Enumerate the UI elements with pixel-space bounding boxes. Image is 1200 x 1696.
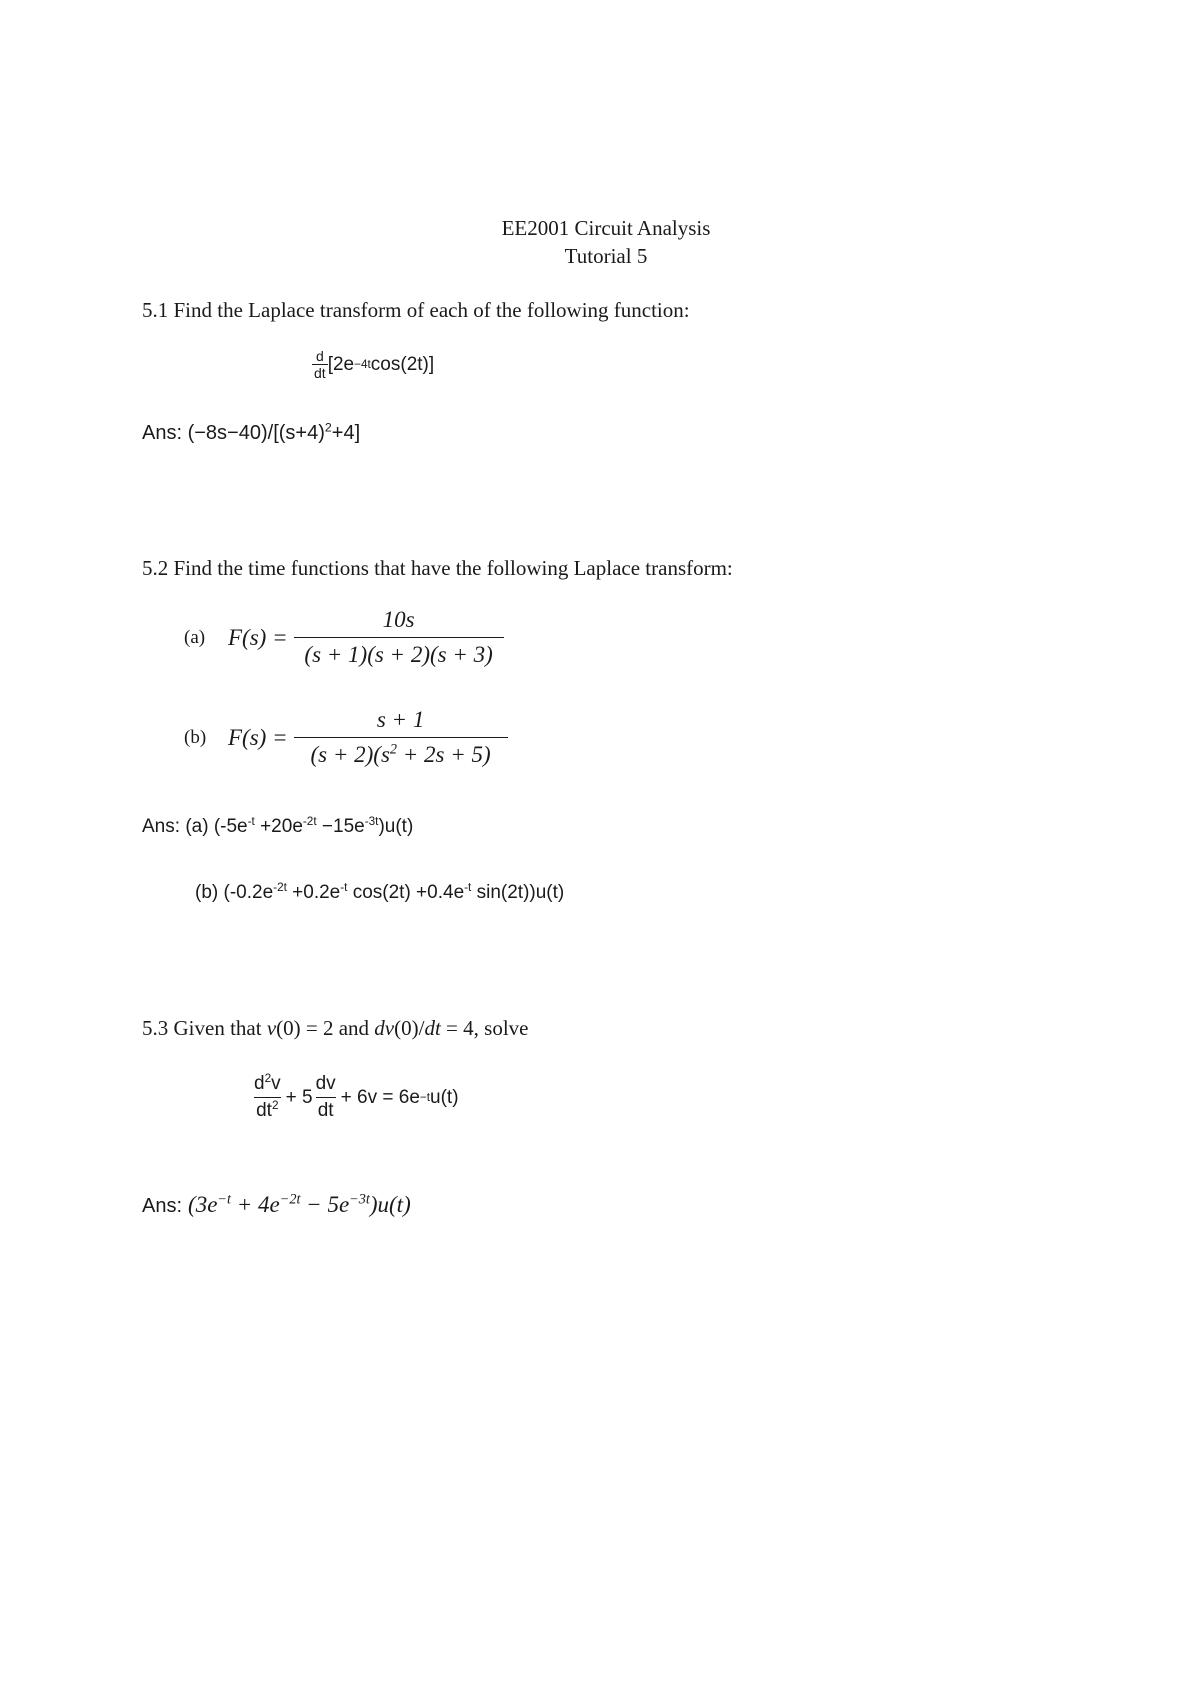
q1-derivative-fraction	[312, 348, 328, 381]
q3-first-derivative	[314, 1073, 338, 1122]
q1-answer	[142, 422, 360, 445]
q2-b-fraction	[294, 707, 508, 768]
q2-answer-a-term2: +20e	[254, 816, 303, 837]
q2-answer-a-term3: −15e	[316, 816, 365, 837]
course-title: EE2001 Circuit Analysis	[501, 216, 711, 240]
q3-answer-term2: + 4e	[230, 1192, 280, 1217]
q3-answer-term3: − 5e	[300, 1192, 350, 1217]
q2-answer-b-exp2: -t	[340, 880, 348, 894]
q2-answer-a-label: (a)	[185, 816, 209, 837]
q3-answer-label: Ans:	[142, 1195, 183, 1217]
q2-answer-a-tail: )u(t)	[378, 816, 414, 837]
q3-d-exp: 2	[264, 1071, 272, 1085]
q2-answer-b	[195, 882, 564, 904]
q2-answer-label: Ans:	[142, 816, 181, 837]
q3-prompt-pre: 5.3 Given that	[142, 1016, 267, 1040]
q3-v: v	[271, 1073, 281, 1094]
q3-answer-expr	[188, 1192, 411, 1217]
q3-prompt-mid1: (0) = 2 and	[276, 1016, 375, 1040]
q2-answer-b-term1: (-0.2e	[223, 882, 274, 903]
q3-answer	[142, 1192, 411, 1218]
q3-dt-first: dt	[316, 1097, 336, 1122]
q3-answer-tail: )u(t)	[369, 1192, 411, 1217]
q3-prompt-post: = 4, solve	[440, 1016, 529, 1040]
q3-dt-exp: 2	[271, 1098, 279, 1112]
q3-prompt	[142, 1016, 528, 1041]
q2-answer-a	[142, 816, 413, 838]
q2-b-den-pre: (s + 2)(s	[310, 742, 390, 767]
q2-answer-b-label: (b)	[195, 882, 219, 903]
q2-b-denominator	[294, 737, 508, 768]
q2-answer-a-exp3: -3t	[364, 814, 379, 828]
q3-dv: dv	[315, 1073, 336, 1094]
tutorial-title: Tutorial 5	[564, 244, 648, 268]
q3-prompt-dv: dv	[374, 1016, 395, 1040]
q1-answer-exponent: 2	[324, 420, 332, 435]
q2-b-numerator: s + 1	[376, 707, 425, 732]
q1-answer-main: (−8s−40)/[(s+4)	[187, 422, 325, 444]
q2-answer-b-term3: cos(2t) +0.4e	[347, 882, 465, 903]
q3-prompt-mid2: (0)/	[394, 1016, 425, 1040]
q2-b-den-post: + 2s + 5)	[397, 742, 491, 767]
q3-eq-tail-end: u(t)	[430, 1086, 459, 1108]
q1-prompt: 5.1 Find the Laplace transform of each of the following function:	[142, 298, 690, 322]
q2-prompt: 5.2 Find the time functions that have the following Laplace transform:	[142, 556, 733, 580]
q2-answer-a-exp2: -2t	[302, 814, 317, 828]
q2-b-den-exponent: 2	[389, 741, 398, 758]
q1-eq-close: cos(2t)]	[370, 353, 435, 375]
q3-equation: $\frac{d^2v}{dt^2}$ + 5 $\frac{dv}{dt}$ + 6v = 6e −t u(t)	[254, 1071, 459, 1121]
q3-plus5: + 5	[285, 1086, 313, 1108]
q3-prompt-v: v	[266, 1016, 277, 1040]
q3-answer-term1: (3e	[188, 1192, 218, 1217]
q2-part-a	[184, 607, 504, 668]
q2-answer-b-tail: sin(2t))u(t)	[471, 882, 565, 903]
q1-d: d	[315, 348, 324, 364]
q3-prompt-dt: dt	[424, 1016, 441, 1040]
q1-equation: $\frac{d}{dt}$ [2e −4t cos(2t)]	[314, 348, 435, 381]
q2-answer-b-term2: +0.2e	[286, 882, 341, 903]
q1-dt: dt	[314, 365, 326, 381]
q3-d2v	[252, 1073, 283, 1097]
q2-a-fraction	[294, 607, 504, 668]
q3-dt2	[254, 1097, 280, 1122]
q2-b-label: (b)	[184, 726, 207, 748]
q3-d: d	[254, 1073, 265, 1094]
q3-answer-exp2: −2t	[279, 1191, 301, 1208]
q3-answer-exp1: −t	[217, 1191, 231, 1208]
q2-answer-a-exp1: -t	[247, 814, 255, 828]
q2-a-lhs: F(s) =	[228, 624, 288, 650]
q2-a-denominator: (s + 1)(s + 2)(s + 3)	[294, 637, 504, 668]
q2-answer-b-exp3: -t	[464, 880, 472, 894]
q1-answer-tail: +4]	[331, 422, 361, 444]
q2-part-b	[184, 707, 508, 768]
q3-eq-tail: + 6v = 6e	[340, 1086, 420, 1108]
q1-eq-open: [2e	[327, 353, 355, 375]
q2-a-label: (a)	[184, 626, 206, 648]
q2-answer-a-term1: (-5e	[213, 816, 248, 837]
q3-answer-exp3: −3t	[349, 1191, 370, 1208]
q3-second-derivative	[252, 1073, 283, 1122]
q2-answer-b-exp1: -2t	[273, 880, 287, 894]
q3-dt: dt	[256, 1100, 272, 1121]
q2-b-lhs: F(s) =	[228, 724, 288, 750]
q2-a-numerator: 10s	[382, 607, 415, 632]
q1-answer-label: Ans:	[142, 422, 183, 444]
